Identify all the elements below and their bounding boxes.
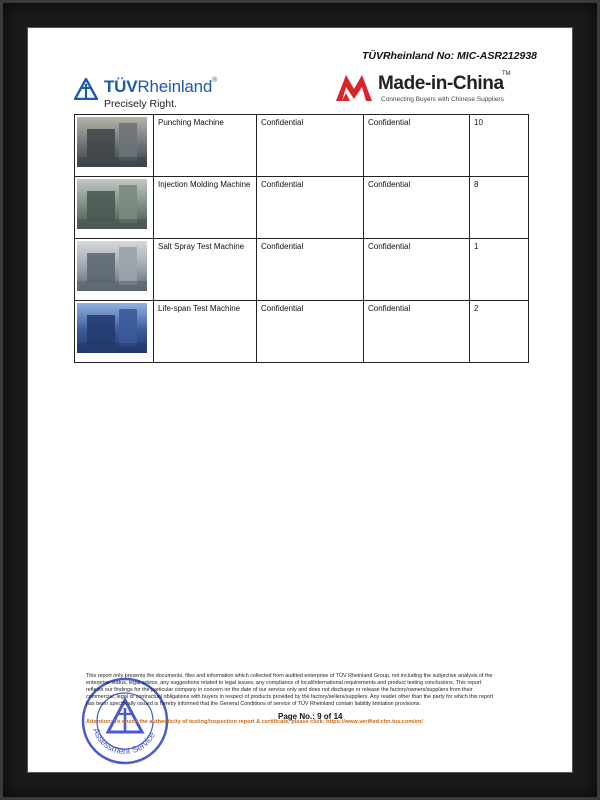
mic-m-icon (336, 71, 376, 101)
quantity-cell: 10 (470, 115, 529, 177)
model-cell: Confidential (257, 177, 364, 239)
model-cell: Confidential (257, 115, 364, 177)
model-cell: Confidential (257, 239, 364, 301)
equipment-table (74, 114, 529, 363)
machine-photo-cell (75, 115, 154, 177)
tuv-slogan: Precisely Right. (104, 98, 177, 110)
table-row (75, 239, 529, 301)
machine-name-cell: Injection Molding Machine (154, 177, 257, 239)
punching-machine-photo (77, 117, 147, 167)
salt-spray-photo (77, 241, 147, 291)
machine-name-cell: Punching Machine (154, 115, 257, 177)
machine-name-cell: Salt Spray Test Machine (154, 239, 257, 301)
manufacturer-cell: Confidential (364, 115, 470, 177)
injection-molding-photo (77, 179, 147, 229)
life-span-photo (77, 303, 147, 353)
table-row (75, 177, 529, 239)
made-in-china-logo (336, 71, 516, 111)
page-number: Page No.: 9 of 14 (278, 712, 343, 721)
manufacturer-cell: Confidential (364, 177, 470, 239)
table-row (75, 301, 529, 363)
mic-tagline: Connecting Buyers with Chinese Suppliers (381, 96, 504, 103)
document-page (28, 28, 572, 772)
tuv-triangle-icon (74, 78, 98, 100)
model-cell: Confidential (257, 301, 364, 363)
machine-name-cell: Life-span Test Machine (154, 301, 257, 363)
machine-photo-cell (75, 301, 154, 363)
machine-photo-cell (75, 177, 154, 239)
verification-link[interactable]: Attention: To check the authenticity of testing/inspection report & certificate, please click: https://www.verified.chn.tuv.com/en/ (86, 719, 423, 725)
svg-text:Assessment Service: Assessment Service (91, 726, 158, 757)
manufacturer-cell: Confidential (364, 301, 470, 363)
quantity-cell: 2 (470, 301, 529, 363)
tuv-rheinland-logo (74, 75, 234, 115)
manufacturer-cell: Confidential (364, 239, 470, 301)
tuv-logo-text: TÜVRheinland® (104, 77, 218, 96)
disclaimer-text: This report only presents the documents, files and information which collected from audited enterprise of TÜV Rheinland Group, not including the subjective analysis of the enterprise status, legal advice, any suggestions related to legal issues, any compliance of local/international requirements and product testing conclusions. This report reflects our findings for the particular company in concern on the date of our service only and does not discharge or release the factory/owners/suppliers from their commercial, legal or contractual obligations with buyers in respect of products provided by the factory/sellers/suppliers. Any reader other than the party for which this report has been specifically issued is hereby informed that the General Conditions of service of TÜV Rheinland contain liability limitation provisions. (86, 673, 494, 707)
mic-trademark: TM (502, 71, 511, 77)
table-row (75, 115, 529, 177)
machine-photo-cell (75, 239, 154, 301)
report-number: TÜVRheinland No: MIC-ASR212938 (361, 50, 537, 62)
quantity-cell: 8 (470, 177, 529, 239)
quantity-cell: 1 (470, 239, 529, 301)
mic-logo-text: Made-in-China (378, 73, 504, 94)
